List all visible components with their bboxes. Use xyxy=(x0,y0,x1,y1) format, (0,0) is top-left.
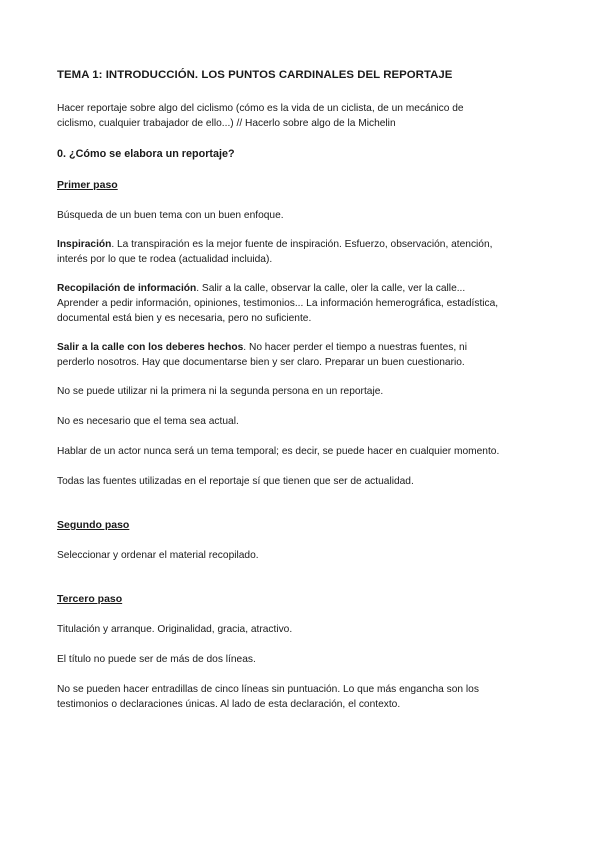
step3-paragraph-3-line-2: testimonios o declaraciones únicas. Al lado de esta declaración, el contexto. xyxy=(57,699,401,710)
recopilacion-line-3: documental está bien y es necesaria, pero no suficiente. xyxy=(57,313,312,324)
step1-paragraph-1: Búsqueda de un buen tema con un buen enfoque. xyxy=(57,210,284,221)
inspiracion-term: Inspiración xyxy=(57,239,112,250)
step1-paragraph-3: No es necesario que el tema sea actual. xyxy=(57,416,239,427)
step3-paragraph-2: El título no puede ser de más de dos líneas. xyxy=(57,654,256,665)
document-page xyxy=(57,68,547,712)
inspiracion-paragraph xyxy=(57,237,547,267)
recopilacion-term: Recopilación de información xyxy=(57,283,197,294)
salir-line-2: perderlo nosotros. Hay que documentarse bien y ser claro. Preparar un buen cuestionario. xyxy=(57,357,465,368)
recopilacion-line-2: Aprender a pedir información, opiniones, testimonios... La información hemerográfica, estadística, xyxy=(57,298,499,309)
recopilacion-paragraph xyxy=(57,281,547,326)
salir-term: Salir a la calle con los deberes hechos xyxy=(57,342,244,353)
step1-paragraph-4: Hablar de un actor nunca será un tema temporal; es decir, se puede hacer en cualquier momento. xyxy=(57,446,500,457)
step2-heading: Segundo paso xyxy=(57,519,130,531)
intro-line-1: Hacer reportaje sobre algo del ciclismo (cómo es la vida de un ciclista, de un mecánico de xyxy=(57,103,464,114)
step3-paragraph-1: Titulación y arranque. Originalidad, gracia, atractivo. xyxy=(57,624,293,635)
document-title: TEMA 1: INTRODUCCIÓN. LOS PUNTOS CARDINALES DEL REPORTAJE xyxy=(57,69,453,81)
salir-paragraph xyxy=(57,340,547,370)
step2-paragraph-1: Seleccionar y ordenar el material recopilado. xyxy=(57,550,259,561)
step3-paragraph-3-line-1: No se pueden hacer entradillas de cinco líneas sin puntuación. Lo que más engancha son los xyxy=(57,684,479,695)
inspiracion-line-2: interés por lo que te rodea (actualidad incluida). xyxy=(57,254,273,265)
recopilacion-line-1: . Salir a la calle, observar la calle, oler la calle, ver la calle... xyxy=(196,283,466,294)
step1-paragraph-2: No se puede utilizar ni la primera ni la segunda persona en un reportaje. xyxy=(57,386,384,397)
step1-heading: Primer paso xyxy=(57,179,118,191)
inspiracion-line-1: . La transpiración es la mejor fuente de inspiración. Esfuerzo, observación, atención, xyxy=(111,239,493,250)
step1-paragraph-5: Todas las fuentes utilizadas en el reportaje sí que tienen que ser de actualidad. xyxy=(57,476,414,487)
salir-line-1: . No hacer perder el tiempo a nuestras fuentes, ni xyxy=(243,342,467,353)
intro-line-2: ciclismo, cualquier trabajador de ello...) // Hacerlo sobre algo de la Michelin xyxy=(57,118,396,129)
question-heading: 0. ¿Cómo se elabora un reportaje? xyxy=(57,148,235,160)
step3-heading: Tercero paso xyxy=(57,593,123,605)
step3-paragraph-3 xyxy=(57,682,547,712)
intro-paragraph xyxy=(57,101,547,131)
